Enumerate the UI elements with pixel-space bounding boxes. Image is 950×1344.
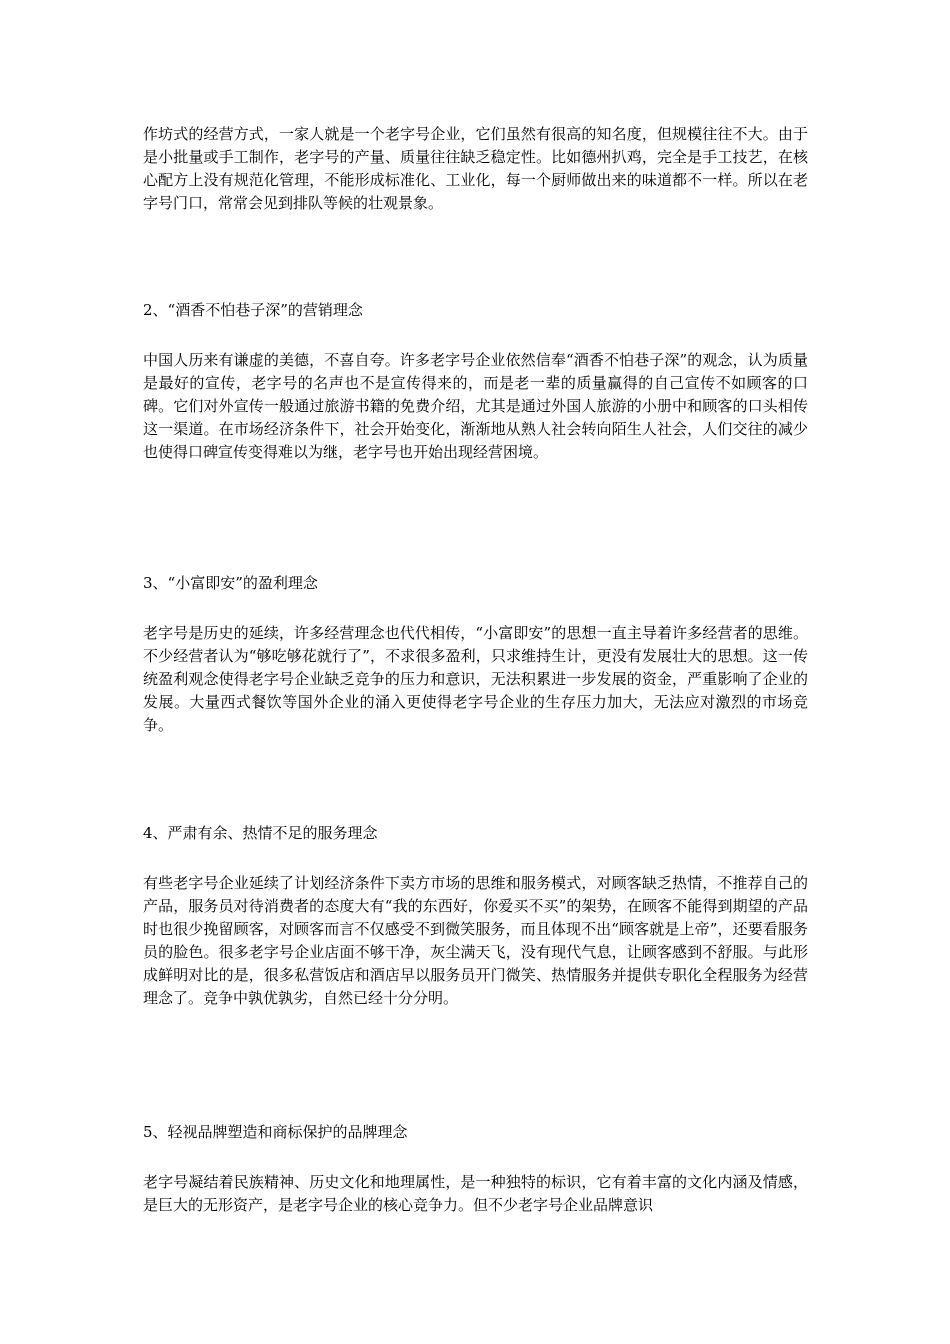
paragraph-brand-concept: 老字号凝结着民族精神、历史文化和地理属性，是一种独特的标识，它有着丰富的文化内涵及情感，是巨大的无形资产，是老字号企业的核心竞争力。但不少老字号企业品牌意识	[143, 1173, 808, 1214]
heading-marketing-concept: 2、“酒香不怕巷子深”的营销理念	[143, 301, 363, 319]
paragraph-service-concept: 有些老字号企业延续了计划经济条件下卖方市场的思维和服务模式，对顾客缺乏热情，不推荐自己的产品，服务员对待消费者的态度大有“我的东西好，你爱买不买”的架势，在顾客不能得到期望的产品时也很少挽留顾客，对顾客而言不仅感受不到微笑服务，而且体现不出“顾客就是上帝”，还要看服务员的脸色。很多老字号企业店面不够干净，灰尘满天飞，没有现代气息，让顾客感到不舒服。与此形成鲜明对比的是，很多私营饭店和酒店早以服务员开门微笑、热情服务并提供专职化全程服务为经营理念了。竞争中孰优孰劣，自然已经十分分明。	[143, 874, 808, 1007]
heading-service-concept: 4、严肃有余、热情不足的服务理念	[143, 824, 378, 842]
heading-profit-concept: 3、“小富即安”的盈利理念	[143, 574, 318, 592]
paragraph-marketing-concept: 中国人历来有谦虚的美德，不喜自夸。许多老字号企业依然信奉“酒香不怕巷子深”的观念，认为质量是最好的宣传，老字号的名声也不是宣传得来的，而是老一辈的质量赢得的自己宣传不如顾客的口碑。它们对外宣传一般通过旅游书籍的免费介绍，尤其是通过外国人旅游的小册中和顾客的口头相传这一渠道。在市场经济条件下，社会开始变化，渐渐地从熟人社会转向陌生人社会，人们交往的减少也使得口碑宣传变得难以为继，老字号也开始出现经营困境。	[143, 351, 808, 461]
paragraph-production-mode: 作坊式的经营方式，一家人就是一个老字号企业，它们虽然有很高的知名度，但规模往往不大。由于是小批量或手工制作，老字号的产量、质量往往缺乏稳定性。比如德州扒鸡，完全是手工技艺，在核心配方上没有规范化管理，不能形成标准化、工业化，每一个厨师做出来的味道都不一样。所以在老字号门口，常常会见到排队等候的壮观景象。	[143, 125, 808, 212]
paragraph-profit-concept: 老字号是历史的延续，许多经营理念也代代相传，“小富即安”的思想一直主导着许多经营者的思维。不少经营者认为“够吃够花就行了”，不求很多盈利，只求维持生计，更没有发展壮大的思想。这一传统盈利观念使得老字号企业缺乏竞争的压力和意识，无法积累进一步发展的资金，严重影响了企业的发展。大量西式餐饮等国外企业的涌入更使得老字号企业的生存压力加大，无法应对激烈的市场竞争。	[143, 624, 808, 734]
heading-brand-concept: 5、轻视品牌塑造和商标保护的品牌理念	[143, 1123, 408, 1141]
